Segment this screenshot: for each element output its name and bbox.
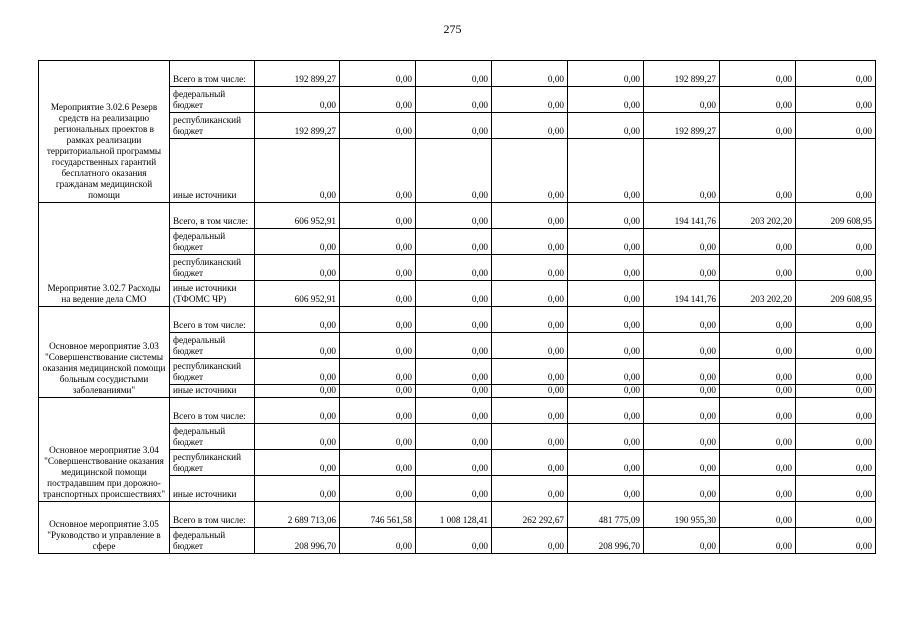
funding-source-cell: республиканский бюджет xyxy=(170,255,255,281)
amount-cell: 0,00 xyxy=(568,450,644,476)
amount-cell: 0,00 xyxy=(416,398,492,424)
amount-cell: 0,00 xyxy=(796,113,876,139)
amount-cell: 0,00 xyxy=(255,307,340,333)
funding-source-cell: Всего в том числе: xyxy=(170,61,255,87)
amount-cell: 192 899,27 xyxy=(255,61,340,87)
amount-cell: 0,00 xyxy=(796,229,876,255)
amount-cell: 0,00 xyxy=(568,113,644,139)
amount-cell: 194 141,76 xyxy=(644,281,720,307)
amount-cell: 0,00 xyxy=(568,424,644,450)
amount-cell: 0,00 xyxy=(340,281,416,307)
amount-cell: 0,00 xyxy=(340,113,416,139)
amount-cell: 0,00 xyxy=(568,333,644,359)
funding-source-cell: Всего в том числе: xyxy=(170,307,255,333)
funding-source-cell: республиканский бюджет xyxy=(170,450,255,476)
amount-cell: 0,00 xyxy=(720,255,796,281)
amount-cell: 0,00 xyxy=(720,307,796,333)
amount-cell: 0,00 xyxy=(796,528,876,554)
amount-cell: 208 996,70 xyxy=(255,528,340,554)
funding-source-cell: Всего в том числе: xyxy=(170,502,255,528)
funding-source-cell: федеральный бюджет xyxy=(170,229,255,255)
amount-cell: 0,00 xyxy=(255,398,340,424)
amount-cell: 0,00 xyxy=(492,229,568,255)
amount-cell: 0,00 xyxy=(255,476,340,502)
amount-cell: 0,00 xyxy=(340,307,416,333)
amount-cell: 0,00 xyxy=(720,476,796,502)
amount-cell: 0,00 xyxy=(340,87,416,113)
amount-cell: 0,00 xyxy=(644,424,720,450)
amount-cell: 0,00 xyxy=(255,139,340,203)
amount-cell: 0,00 xyxy=(255,424,340,450)
amount-cell: 0,00 xyxy=(644,87,720,113)
amount-cell: 0,00 xyxy=(340,229,416,255)
amount-cell: 0,00 xyxy=(644,333,720,359)
amount-cell: 0,00 xyxy=(416,281,492,307)
amount-cell: 209 608,95 xyxy=(796,281,876,307)
amount-cell: 0,00 xyxy=(255,385,340,398)
amount-cell: 0,00 xyxy=(568,139,644,203)
amount-cell: 0,00 xyxy=(796,398,876,424)
amount-cell: 0,00 xyxy=(340,61,416,87)
event-title-cell: Основное мероприятие 3.03 "Совершенствование системы оказания медицинской помощи больным сосудистыми заболеваниями" xyxy=(39,307,170,398)
funding-source-cell: федеральный бюджет xyxy=(170,87,255,113)
amount-cell: 0,00 xyxy=(492,333,568,359)
amount-cell: 0,00 xyxy=(340,333,416,359)
amount-cell: 0,00 xyxy=(492,385,568,398)
amount-cell: 0,00 xyxy=(796,424,876,450)
amount-cell: 0,00 xyxy=(720,424,796,450)
amount-cell: 0,00 xyxy=(720,113,796,139)
table-row xyxy=(39,307,876,333)
amount-cell: 0,00 xyxy=(568,87,644,113)
page-number: 275 xyxy=(443,22,462,36)
amount-cell: 0,00 xyxy=(492,476,568,502)
amount-cell: 194 141,76 xyxy=(644,203,720,229)
amount-cell: 208 996,70 xyxy=(568,528,644,554)
funding-source-cell: федеральный бюджет xyxy=(170,333,255,359)
amount-cell: 0,00 xyxy=(568,359,644,385)
amount-cell: 0,00 xyxy=(416,307,492,333)
amount-cell: 0,00 xyxy=(416,385,492,398)
amount-cell: 0,00 xyxy=(416,359,492,385)
amount-cell: 192 899,27 xyxy=(255,113,340,139)
amount-cell: 0,00 xyxy=(340,255,416,281)
amount-cell: 0,00 xyxy=(720,61,796,87)
amount-cell: 0,00 xyxy=(796,450,876,476)
amount-cell: 0,00 xyxy=(492,424,568,450)
amount-cell: 0,00 xyxy=(340,424,416,450)
amount-cell: 0,00 xyxy=(720,398,796,424)
amount-cell: 0,00 xyxy=(568,476,644,502)
event-title-cell: Основное мероприятие 3.04 "Совершенствование оказания медицинской помощи пострадавшим при дорожно-транспортных происшествиях" xyxy=(39,398,170,502)
amount-cell: 0,00 xyxy=(644,450,720,476)
table-row xyxy=(39,502,876,528)
amount-cell: 0,00 xyxy=(255,333,340,359)
amount-cell: 0,00 xyxy=(644,398,720,424)
event-title-cell: Мероприятие 3.02.7 Расходы на ведение дела СМО xyxy=(39,203,170,307)
amount-cell: 0,00 xyxy=(416,255,492,281)
amount-cell: 0,00 xyxy=(796,139,876,203)
amount-cell: 481 775,09 xyxy=(568,502,644,528)
amount-cell: 0,00 xyxy=(416,139,492,203)
amount-cell: 0,00 xyxy=(340,450,416,476)
amount-cell: 0,00 xyxy=(492,61,568,87)
funding-source-cell: иные источники (ТФОМС ЧР) xyxy=(170,281,255,307)
amount-cell: 0,00 xyxy=(720,385,796,398)
amount-cell: 0,00 xyxy=(416,476,492,502)
amount-cell: 0,00 xyxy=(340,385,416,398)
amount-cell: 0,00 xyxy=(340,359,416,385)
funding-source-cell: Всего, в том числе: xyxy=(170,203,255,229)
amount-cell: 0,00 xyxy=(796,333,876,359)
amount-cell: 0,00 xyxy=(796,502,876,528)
event-title-cell: Мероприятие 3.02.6 Резерв средств на реализацию региональных проектов в рамках реализации территориальной программы государственных гарантий бесплатного оказания гражданам медицинской помощи xyxy=(39,61,170,203)
amount-cell: 0,00 xyxy=(796,359,876,385)
amount-cell: 0,00 xyxy=(340,203,416,229)
amount-cell: 0,00 xyxy=(796,476,876,502)
amount-cell: 0,00 xyxy=(568,385,644,398)
amount-cell: 0,00 xyxy=(644,255,720,281)
amount-cell: 0,00 xyxy=(568,255,644,281)
amount-cell: 0,00 xyxy=(255,450,340,476)
amount-cell: 0,00 xyxy=(492,139,568,203)
funding-source-cell: иные источники xyxy=(170,139,255,203)
amount-cell: 0,00 xyxy=(416,333,492,359)
amount-cell: 209 608,95 xyxy=(796,203,876,229)
amount-cell: 192 899,27 xyxy=(644,113,720,139)
amount-cell: 0,00 xyxy=(796,61,876,87)
funding-source-cell: иные источники xyxy=(170,476,255,502)
amount-cell: 0,00 xyxy=(568,203,644,229)
table-row xyxy=(39,61,876,87)
event-title-cell: Основное мероприятие 3.05 "Руководство и управление в сфере xyxy=(39,502,170,554)
amount-cell: 262 292,67 xyxy=(492,502,568,528)
amount-cell: 0,00 xyxy=(255,255,340,281)
amount-cell: 0,00 xyxy=(492,281,568,307)
amount-cell: 203 202,20 xyxy=(720,281,796,307)
amount-cell: 0,00 xyxy=(492,255,568,281)
amount-cell: 0,00 xyxy=(416,528,492,554)
amount-cell: 0,00 xyxy=(416,450,492,476)
amount-cell: 0,00 xyxy=(492,307,568,333)
amount-cell: 0,00 xyxy=(644,385,720,398)
amount-cell: 0,00 xyxy=(720,528,796,554)
funding-source-cell: республиканский бюджет xyxy=(170,113,255,139)
amount-cell: 1 008 128,41 xyxy=(416,502,492,528)
amount-cell: 0,00 xyxy=(568,61,644,87)
amount-cell: 0,00 xyxy=(416,203,492,229)
amount-cell: 0,00 xyxy=(796,87,876,113)
amount-cell: 0,00 xyxy=(416,229,492,255)
amount-cell: 0,00 xyxy=(568,307,644,333)
amount-cell: 0,00 xyxy=(340,528,416,554)
amount-cell: 606 952,91 xyxy=(255,281,340,307)
funding-source-cell: республиканский бюджет xyxy=(170,359,255,385)
amount-cell: 0,00 xyxy=(796,307,876,333)
amount-cell: 0,00 xyxy=(416,113,492,139)
amount-cell: 0,00 xyxy=(340,476,416,502)
amount-cell: 0,00 xyxy=(255,229,340,255)
amount-cell: 0,00 xyxy=(492,359,568,385)
amount-cell: 0,00 xyxy=(492,203,568,229)
amount-cell: 0,00 xyxy=(720,359,796,385)
funding-source-cell: федеральный бюджет xyxy=(170,528,255,554)
amount-cell: 0,00 xyxy=(340,139,416,203)
amount-cell: 0,00 xyxy=(492,113,568,139)
amount-cell: 0,00 xyxy=(568,229,644,255)
amount-cell: 0,00 xyxy=(720,333,796,359)
amount-cell: 0,00 xyxy=(255,359,340,385)
amount-cell: 0,00 xyxy=(568,281,644,307)
amount-cell: 0,00 xyxy=(492,528,568,554)
amount-cell: 0,00 xyxy=(644,476,720,502)
amount-cell: 192 899,27 xyxy=(644,61,720,87)
funding-source-cell: федеральный бюджет xyxy=(170,424,255,450)
amount-cell: 0,00 xyxy=(644,139,720,203)
amount-cell: 0,00 xyxy=(644,229,720,255)
amount-cell: 0,00 xyxy=(492,398,568,424)
amount-cell: 190 955,30 xyxy=(644,502,720,528)
table-row xyxy=(39,398,876,424)
amount-cell: 0,00 xyxy=(644,359,720,385)
amount-cell: 0,00 xyxy=(416,61,492,87)
amount-cell: 0,00 xyxy=(644,307,720,333)
funding-source-cell: иные источники xyxy=(170,385,255,398)
amount-cell: 0,00 xyxy=(416,424,492,450)
amount-cell: 0,00 xyxy=(492,87,568,113)
amount-cell: 203 202,20 xyxy=(720,203,796,229)
table-row xyxy=(39,203,876,229)
amount-cell: 0,00 xyxy=(568,398,644,424)
amount-cell: 0,00 xyxy=(720,502,796,528)
amount-cell: 0,00 xyxy=(416,87,492,113)
amount-cell: 746 561,58 xyxy=(340,502,416,528)
amount-cell: 606 952,91 xyxy=(255,203,340,229)
amount-cell: 0,00 xyxy=(720,450,796,476)
amount-cell: 0,00 xyxy=(255,87,340,113)
amount-cell: 0,00 xyxy=(720,87,796,113)
amount-cell: 2 689 713,06 xyxy=(255,502,340,528)
budget-table xyxy=(38,60,876,554)
amount-cell: 0,00 xyxy=(340,398,416,424)
amount-cell: 0,00 xyxy=(720,139,796,203)
amount-cell: 0,00 xyxy=(644,528,720,554)
amount-cell: 0,00 xyxy=(796,385,876,398)
amount-cell: 0,00 xyxy=(492,450,568,476)
amount-cell: 0,00 xyxy=(720,229,796,255)
amount-cell: 0,00 xyxy=(796,255,876,281)
funding-source-cell: Всего в том числе: xyxy=(170,398,255,424)
